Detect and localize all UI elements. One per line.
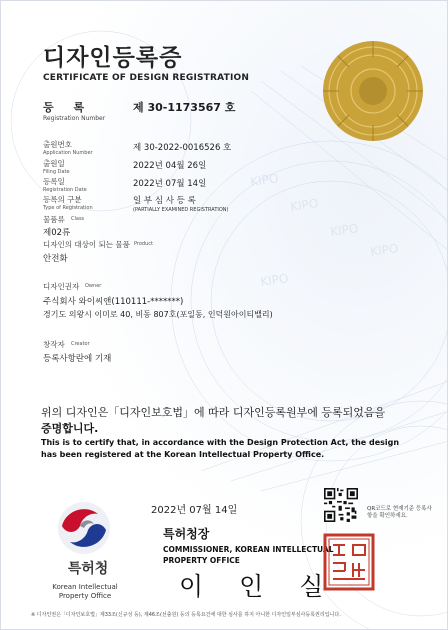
- official-seal-stamp: [323, 533, 375, 591]
- registration-type-value: 일 부 심 사 등 록: [133, 196, 196, 206]
- commissioner-signature: 이 인 실: [179, 572, 338, 601]
- application-number-label: 출원번호: [43, 140, 72, 149]
- watermark-text: KIPO: [259, 271, 290, 289]
- owner-name: 주식회사 와이씨앤(110111-*******): [43, 297, 184, 307]
- qr-code[interactable]: [324, 488, 358, 522]
- filing-date-value: 2022년 04월 26일: [133, 161, 207, 171]
- kipo-logo-name-en: Korean Intellectual Property Office: [52, 583, 118, 600]
- product-label-en: Product: [134, 241, 153, 247]
- application-number-label-en: Application Number: [43, 150, 93, 156]
- creator-label: 창작자: [43, 340, 65, 349]
- owner-address: 경기도 의왕시 이미로 40, 비동 807호(포일동, 인덕원아이티밸리): [43, 310, 273, 319]
- filing-date-label: 출원일: [43, 159, 65, 168]
- gold-seal-emblem: [319, 37, 427, 145]
- registration-number: 제 30-1173567 호: [133, 101, 236, 114]
- watermark-text: KIPO: [329, 221, 360, 239]
- creator-label-en: Creator: [71, 341, 90, 347]
- certification-statement-ko-line2: 증명합니다.: [41, 422, 99, 435]
- registration-date-label: 등록일: [43, 177, 65, 186]
- watermark-text: KIPO: [249, 171, 280, 189]
- registration-type-label: 등록의 구분: [43, 195, 82, 204]
- certificate-title: 디자인등록증: [43, 45, 183, 71]
- certification-statement-ko: 위의 디자인은「디자인보호법」에 따라 디자인등록원부에 등록되었음을: [41, 406, 386, 419]
- qr-note: QR코드로 현재기준 등록사항을 확인하세요.: [367, 506, 432, 519]
- registration-date-value: 2022년 07월 14일: [133, 179, 207, 189]
- kipo-logo-name: 특허청: [67, 561, 109, 577]
- filing-date-label-en: Filing Date: [43, 169, 70, 175]
- product-label: 디자인의 대상이 되는 물품: [43, 240, 130, 249]
- certificate-title-en: CERTIFICATE OF DESIGN REGISTRATION: [43, 73, 250, 83]
- commissioner-title: 특허청장: [163, 527, 210, 541]
- product-value: 안전화: [43, 254, 68, 264]
- registration-date-label-en: Registration Date: [43, 187, 87, 193]
- kipo-logo-icon: [56, 500, 112, 556]
- footer-note: ※ 디자인권은「디자인보호법」제33조(신규성 등), 제46조(선출원) 등의 등록요건에 대한 심사를 하지 아니한 디자인일부심사등록권리입니다.: [31, 612, 341, 618]
- creator-value: 등록사항란에 기재: [43, 354, 112, 364]
- issue-date: 2022년 07월 14일: [151, 505, 238, 516]
- registration-label-en: Registration Number: [43, 115, 106, 122]
- class-label-en: Class: [71, 216, 85, 222]
- registration-type-value-en: (PARTIALLY EXAMINED REGISTRATION): [133, 207, 229, 213]
- watermark-text: KIPO: [289, 196, 320, 214]
- class-label: 물품류: [43, 215, 65, 224]
- registration-type-label-en: Type of Registration: [43, 205, 93, 211]
- registration-label: 등 록: [43, 101, 93, 114]
- owner-label-en: Owner: [85, 283, 102, 289]
- owner-label: 디자인권자: [43, 282, 80, 291]
- application-number-value: 제 30-2022-0016526 호: [133, 143, 232, 153]
- commissioner-title-en: COMMISSIONER, KOREAN INTELLECTUAL PROPERTY OFFICE: [163, 545, 334, 565]
- class-value: 제02류: [43, 228, 71, 238]
- certification-statement-en: This is to certify that, in accordance with the Design Protection Act, the design has been registered at the Korean Intellectual Property Office.: [41, 438, 400, 459]
- watermark-text: KIPO: [369, 241, 400, 259]
